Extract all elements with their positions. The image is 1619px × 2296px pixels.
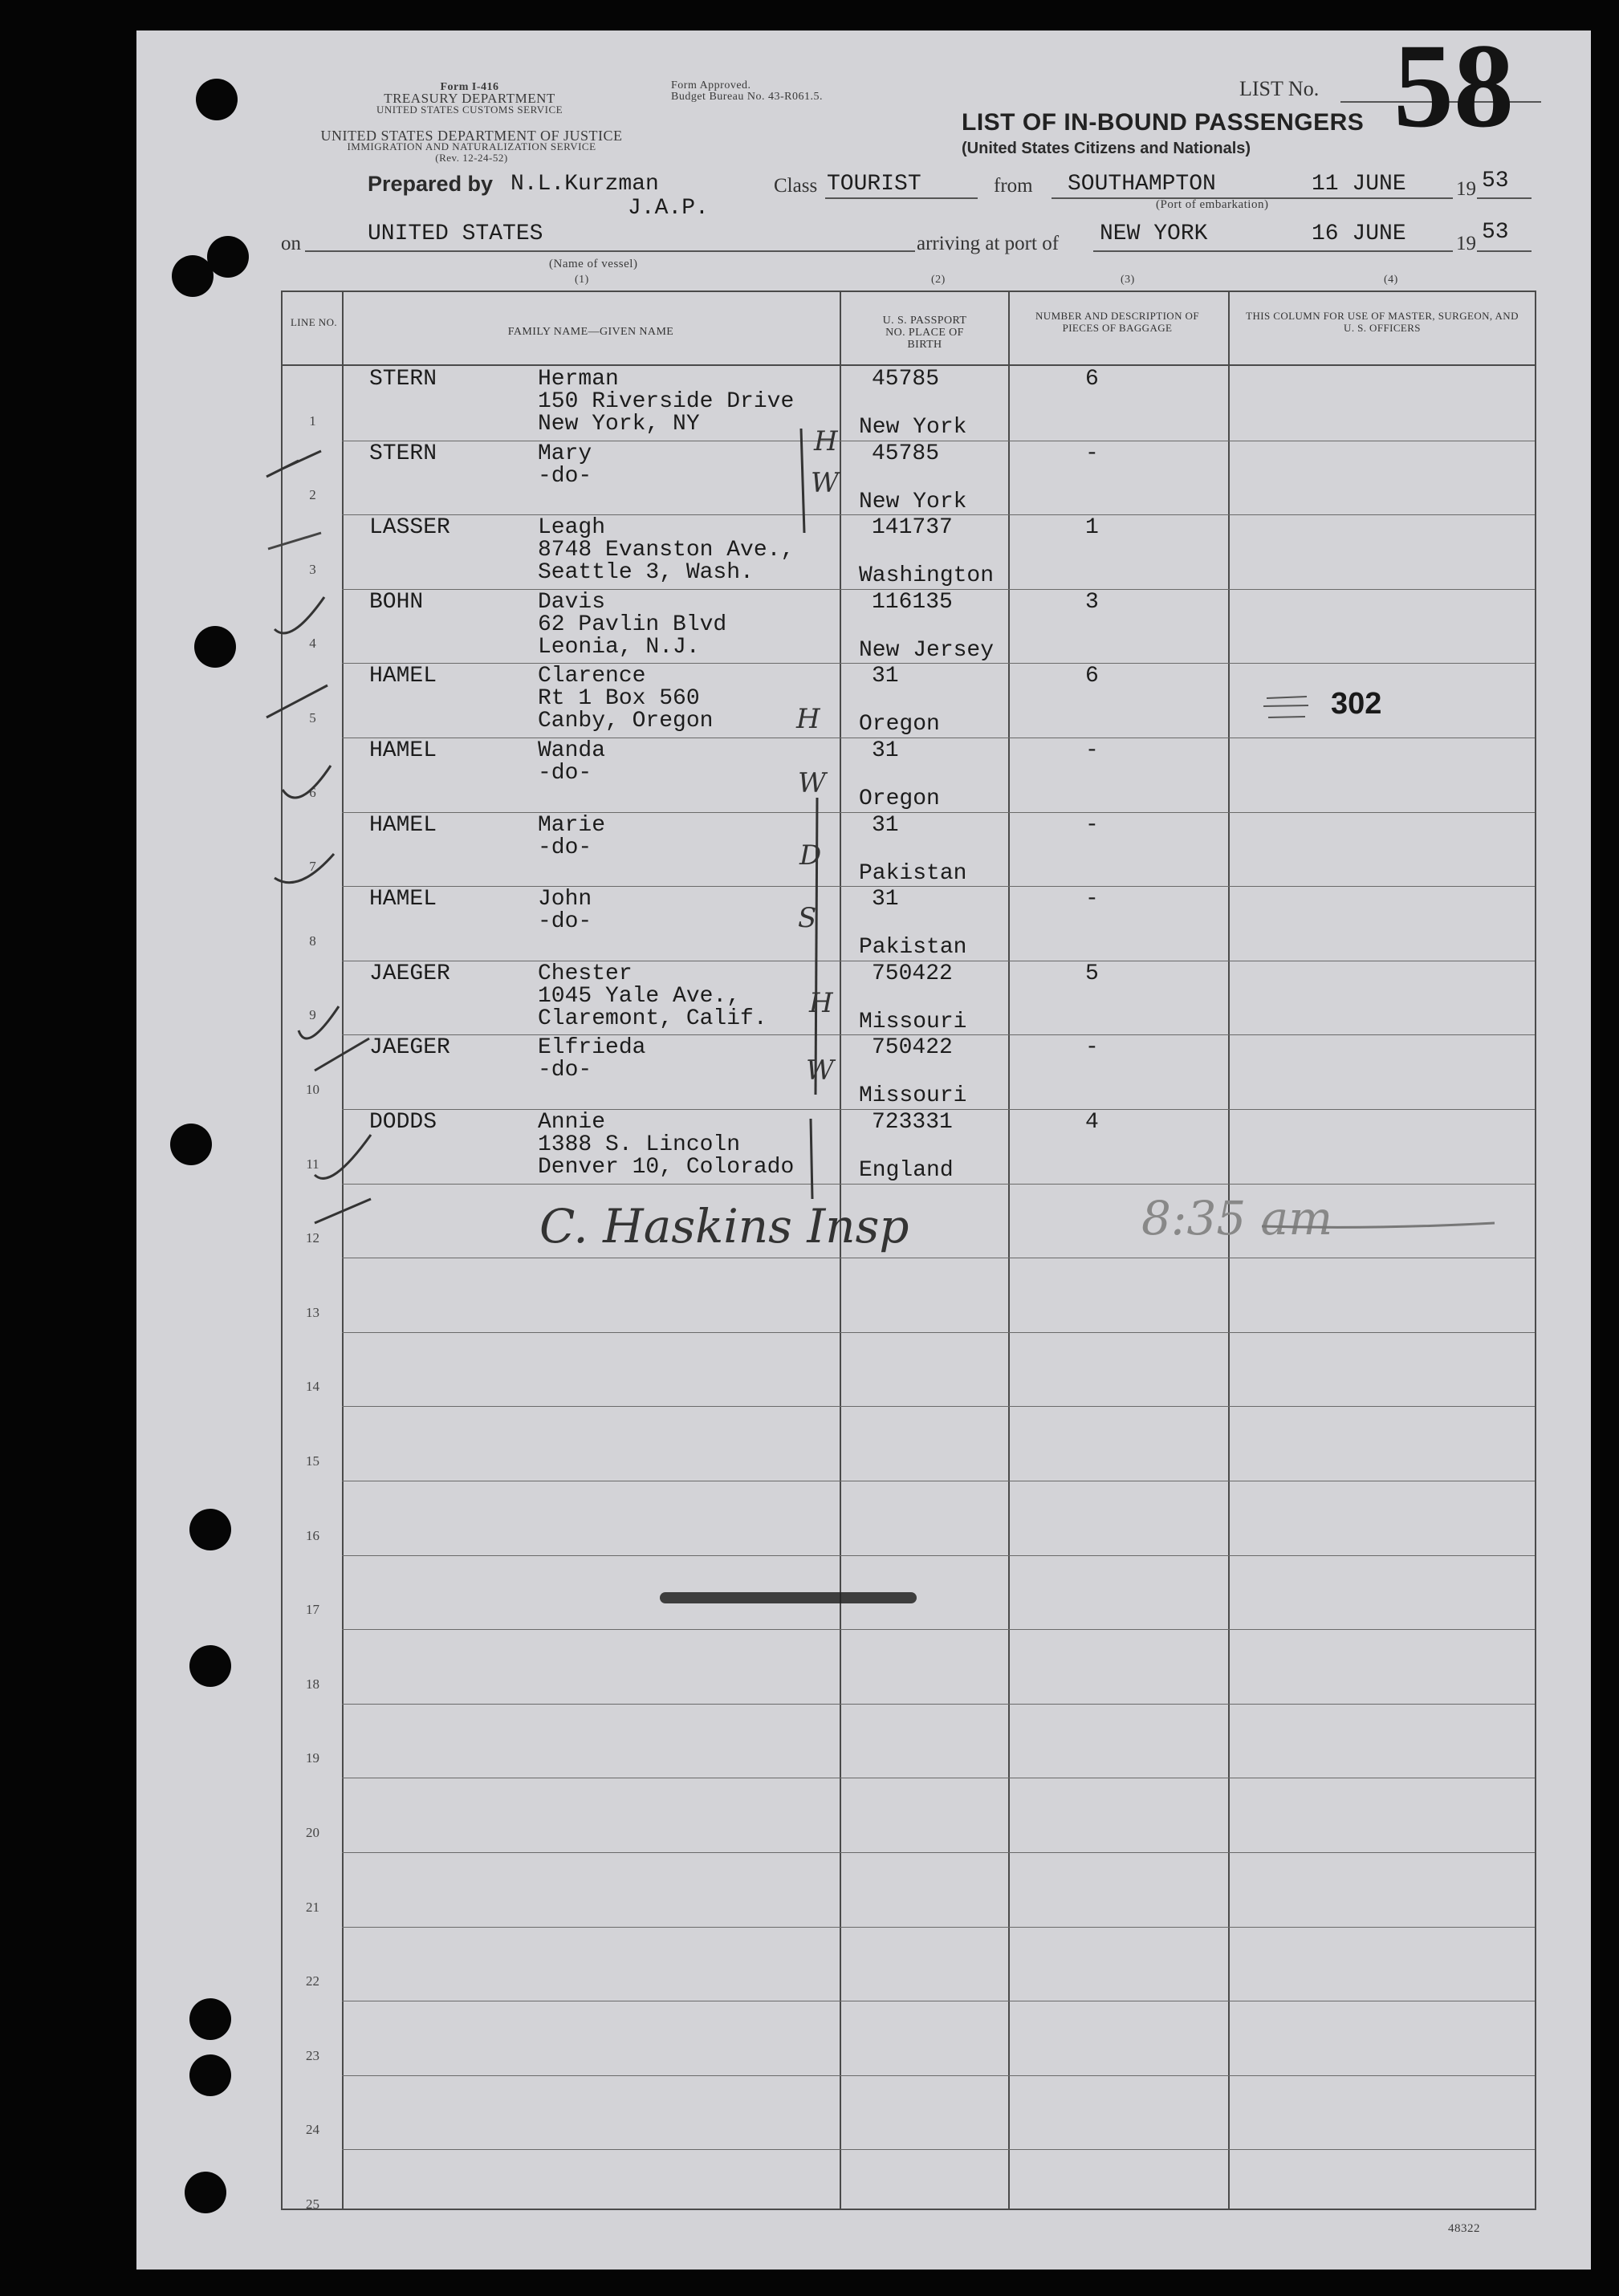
address-line-1: 150 Riverside Drive xyxy=(538,389,795,414)
row-rule xyxy=(342,1406,1535,1407)
arrival-underline xyxy=(1093,250,1453,252)
customs-service: UNITED STATES CUSTOMS SERVICE xyxy=(376,104,563,116)
arrival-year-prefix: 19 xyxy=(1456,233,1476,254)
place-of-birth: Oregon xyxy=(859,712,940,738)
passport-number: 750422 xyxy=(872,961,953,986)
arrival-date: 16 JUNE xyxy=(1312,221,1406,246)
vessel-name: UNITED STATES xyxy=(368,221,543,246)
passport-number: 750422 xyxy=(872,1035,953,1061)
line-number: 25 xyxy=(306,2196,319,2212)
address-line-1: 1045 Yale Ave., xyxy=(538,983,741,1009)
baggage-count: 5 xyxy=(1085,961,1099,986)
address-line-2: Claremont, Calif. xyxy=(538,1006,767,1031)
line-number: 7 xyxy=(309,859,316,875)
address-line-1: -do- xyxy=(538,909,592,935)
place-of-birth: Pakistan xyxy=(859,935,967,961)
place-of-birth: Missouri xyxy=(859,1083,967,1109)
officer-note: 302 xyxy=(1331,687,1382,721)
relation-mark: W xyxy=(806,1055,834,1087)
footer-code: 48322 xyxy=(1448,2222,1480,2235)
punch-hole xyxy=(170,1124,212,1165)
list-no-label: LIST No. xyxy=(1239,77,1320,100)
relation-mark: W xyxy=(798,767,826,799)
line-number: 16 xyxy=(306,1527,319,1543)
family-name: JAEGER xyxy=(369,961,450,986)
line-number: 6 xyxy=(309,784,316,800)
from-year-underline xyxy=(1477,197,1532,199)
prepared-by: N.L.Kurzman xyxy=(511,172,659,197)
header-baggage: NUMBER AND DESCRIPTION OF PIECES OF BAGGAGE xyxy=(1035,310,1199,334)
address-line-2: Denver 10, Colorado xyxy=(538,1155,795,1180)
given-name: Marie xyxy=(538,812,606,838)
relation-mark: H xyxy=(796,703,820,735)
punch-hole xyxy=(194,626,236,668)
family-name: JAEGER xyxy=(369,1035,450,1061)
line-number: 4 xyxy=(309,636,316,652)
address-line-1: 1388 S. Lincoln xyxy=(538,1132,741,1157)
form-subtitle: (United States Citizens and Nationals) xyxy=(962,140,1251,157)
baggage-count: 3 xyxy=(1085,589,1099,615)
header-officers: THIS COLUMN FOR USE OF MASTER, SURGEON, AND U. S. OFFICERS xyxy=(1246,310,1519,334)
vessel-note: (Name of vessel) xyxy=(549,258,638,270)
justice-block xyxy=(281,130,662,164)
col-divider xyxy=(1008,292,1010,2209)
form-approved: Form Approved. xyxy=(671,79,751,91)
place-of-birth: Washington xyxy=(859,563,995,589)
from-label: from xyxy=(994,175,1033,197)
row-rule xyxy=(342,663,1535,664)
relation-mark: H xyxy=(809,987,833,1019)
given-name: John xyxy=(538,887,592,912)
header-line-no: LINE NO. xyxy=(290,316,338,328)
passport-number: 31 xyxy=(872,664,899,689)
line-number: 2 xyxy=(309,487,316,503)
row-rule xyxy=(342,1184,1535,1185)
treasury-dept: TREASURY DEPARTMENT xyxy=(384,91,555,106)
from-port: SOUTHAMPTON xyxy=(1068,172,1216,197)
passport-number: 31 xyxy=(872,887,899,912)
header-family-name: FAMILY NAME—GIVEN NAME xyxy=(507,326,674,338)
on-label: on xyxy=(281,233,301,254)
punch-hole xyxy=(189,1998,231,2040)
ins-service: IMMIGRATION AND NATURALIZATION SERVICE xyxy=(347,140,596,152)
baggage-count: 6 xyxy=(1085,367,1099,392)
baggage-count: 6 xyxy=(1085,664,1099,689)
row-rule xyxy=(342,1927,1535,1928)
address-line-2: Canby, Oregon xyxy=(538,709,714,734)
place-of-birth: Oregon xyxy=(859,786,940,811)
signature-line xyxy=(1262,1218,1503,1234)
col-divider xyxy=(1228,292,1230,2209)
place-of-birth: New York xyxy=(859,415,967,440)
address-line-2: Leonia, N.J. xyxy=(538,634,700,660)
family-name: DODDS xyxy=(369,1110,437,1135)
row-rule xyxy=(342,886,1535,887)
arriving-label: arriving at port of xyxy=(917,233,1060,254)
row-rule xyxy=(342,2075,1535,2076)
passport-number: 723331 xyxy=(872,1110,953,1135)
address-line-1: 8748 Evanston Ave., xyxy=(538,538,795,563)
class-value: TOURIST xyxy=(827,172,921,197)
family-name: BOHN xyxy=(369,589,424,615)
line-number: 19 xyxy=(306,1750,319,1766)
address-line-1: -do- xyxy=(538,835,592,860)
prepared-initials: J.A.P. xyxy=(628,196,709,221)
baggage-count: - xyxy=(1085,812,1099,838)
given-name: Elfrieda xyxy=(538,1035,646,1061)
row-rule xyxy=(342,2149,1535,2150)
address-line-1: -do- xyxy=(538,761,592,786)
justice-dept: UNITED STATES DEPARTMENT OF JUSTICE xyxy=(320,128,623,144)
column-number-1: (1) xyxy=(575,274,589,286)
baggage-count: - xyxy=(1085,738,1099,763)
line-number: 15 xyxy=(306,1453,319,1469)
address-line-1: 62 Pavlin Blvd xyxy=(538,612,727,637)
row-rule xyxy=(342,1704,1535,1705)
family-name: HAMEL xyxy=(369,812,437,838)
form-revision: (Rev. 12-24-52) xyxy=(435,152,508,164)
punch-hole xyxy=(207,236,249,278)
given-name: Davis xyxy=(538,589,606,615)
place-of-birth: Missouri xyxy=(859,1009,967,1034)
given-name: Clarence xyxy=(538,664,646,689)
from-year: 53 xyxy=(1482,169,1509,193)
punch-hole xyxy=(189,2054,231,2096)
address-line-2: Seattle 3, Wash. xyxy=(538,560,754,586)
line-number: 21 xyxy=(306,1899,319,1915)
line-number: 14 xyxy=(306,1379,319,1395)
row-rule xyxy=(342,1332,1535,1333)
address-line-1: Rt 1 Box 560 xyxy=(538,686,700,712)
baggage-count: - xyxy=(1085,1035,1099,1061)
punch-hole xyxy=(189,1645,231,1687)
baggage-count: - xyxy=(1085,887,1099,912)
family-name: HAMEL xyxy=(369,738,437,763)
line-number: 13 xyxy=(306,1304,319,1320)
row-rule xyxy=(342,1555,1535,1556)
line-number: 20 xyxy=(306,1825,319,1840)
column-number-2: (2) xyxy=(931,274,946,286)
relation-mark: W xyxy=(811,467,839,499)
class-label: Class xyxy=(774,175,818,197)
passport-number: 116135 xyxy=(872,589,953,615)
header-separator xyxy=(283,364,1535,366)
baggage-count: 4 xyxy=(1085,1110,1099,1135)
family-name: HAMEL xyxy=(369,664,437,689)
place-of-birth: England xyxy=(859,1158,954,1183)
passport-number: 141737 xyxy=(872,515,953,541)
line-number: 22 xyxy=(306,1973,319,1989)
row-rule xyxy=(342,1852,1535,1853)
line-number: 17 xyxy=(306,1602,319,1618)
passport-number: 45785 xyxy=(872,441,940,466)
column-number-3: (3) xyxy=(1121,274,1135,286)
given-name: Mary xyxy=(538,441,592,466)
line-number: 1 xyxy=(309,412,316,429)
punch-hole xyxy=(189,1509,231,1550)
address-line-1: -do- xyxy=(538,463,592,489)
form-identity xyxy=(281,82,658,116)
list-number: 58 xyxy=(1393,19,1514,152)
given-name: Leagh xyxy=(538,515,606,541)
relation-mark: D xyxy=(799,839,822,872)
given-name: Herman xyxy=(538,367,619,392)
relation-mark: S xyxy=(798,902,817,934)
line-number: 9 xyxy=(309,1007,316,1023)
line-number: 10 xyxy=(306,1082,319,1097)
line-number: 5 xyxy=(309,710,316,725)
from-date: 11 JUNE xyxy=(1312,172,1406,197)
relation-mark: H xyxy=(814,425,838,457)
arrival-port: NEW YORK xyxy=(1100,221,1208,246)
row-rule xyxy=(342,812,1535,813)
passenger-table xyxy=(281,291,1536,2210)
line-number: 23 xyxy=(306,2047,319,2063)
line-number: 12 xyxy=(306,1230,319,1246)
punch-hole xyxy=(196,79,238,120)
check-marks xyxy=(250,364,395,1424)
row-rule xyxy=(342,1629,1535,1630)
place-of-birth: New York xyxy=(859,489,967,514)
passport-number: 31 xyxy=(872,812,899,838)
officer-dash-marks xyxy=(1259,690,1323,722)
given-name: Chester xyxy=(538,961,633,986)
given-name: Wanda xyxy=(538,738,606,763)
budget-bureau: Budget Bureau No. 43-R061.5. xyxy=(671,91,823,103)
from-year-prefix: 19 xyxy=(1456,178,1476,200)
place-of-birth: New Jersey xyxy=(859,637,995,663)
given-name: Annie xyxy=(538,1110,606,1135)
baggage-count: 1 xyxy=(1085,515,1099,541)
column-number-4: (4) xyxy=(1384,274,1398,286)
address-line-2: New York, NY xyxy=(538,412,700,437)
place-of-birth: Pakistan xyxy=(859,860,967,886)
family-name: HAMEL xyxy=(369,887,437,912)
vessel-underline xyxy=(305,250,915,252)
line-number: 18 xyxy=(306,1676,319,1692)
port-embark-note: (Port of embarkation) xyxy=(1156,198,1269,211)
line-number: 3 xyxy=(309,561,316,577)
family-name: STERN xyxy=(369,367,437,392)
redaction-smudge xyxy=(660,1592,917,1603)
line-number: 24 xyxy=(306,2122,319,2138)
inspector-signature: C. Haskins Insp xyxy=(539,1199,909,1254)
approval-block xyxy=(671,80,823,103)
arrival-year-underline xyxy=(1477,250,1532,252)
line-number: 11 xyxy=(306,1156,319,1172)
line-number: 8 xyxy=(309,933,316,949)
header-passport: U. S. PASSPORT NO. PLACE OF BIRTH xyxy=(882,315,967,351)
punch-hole xyxy=(185,2172,226,2213)
form-number: Form I-416 xyxy=(440,81,499,93)
class-underline xyxy=(825,197,978,199)
passport-number: 31 xyxy=(872,738,899,763)
passport-number: 45785 xyxy=(872,367,940,392)
baggage-count: - xyxy=(1085,441,1099,466)
prepared-label: Prepared by xyxy=(368,172,494,196)
family-name: STERN xyxy=(369,441,437,466)
form-title: LIST OF IN-BOUND PASSENGERS xyxy=(962,109,1365,136)
family-name: LASSER xyxy=(369,515,450,541)
arrival-year: 53 xyxy=(1482,220,1509,245)
signature-time: 8:35 am xyxy=(1141,1191,1333,1246)
address-line-1: -do- xyxy=(538,1058,592,1083)
